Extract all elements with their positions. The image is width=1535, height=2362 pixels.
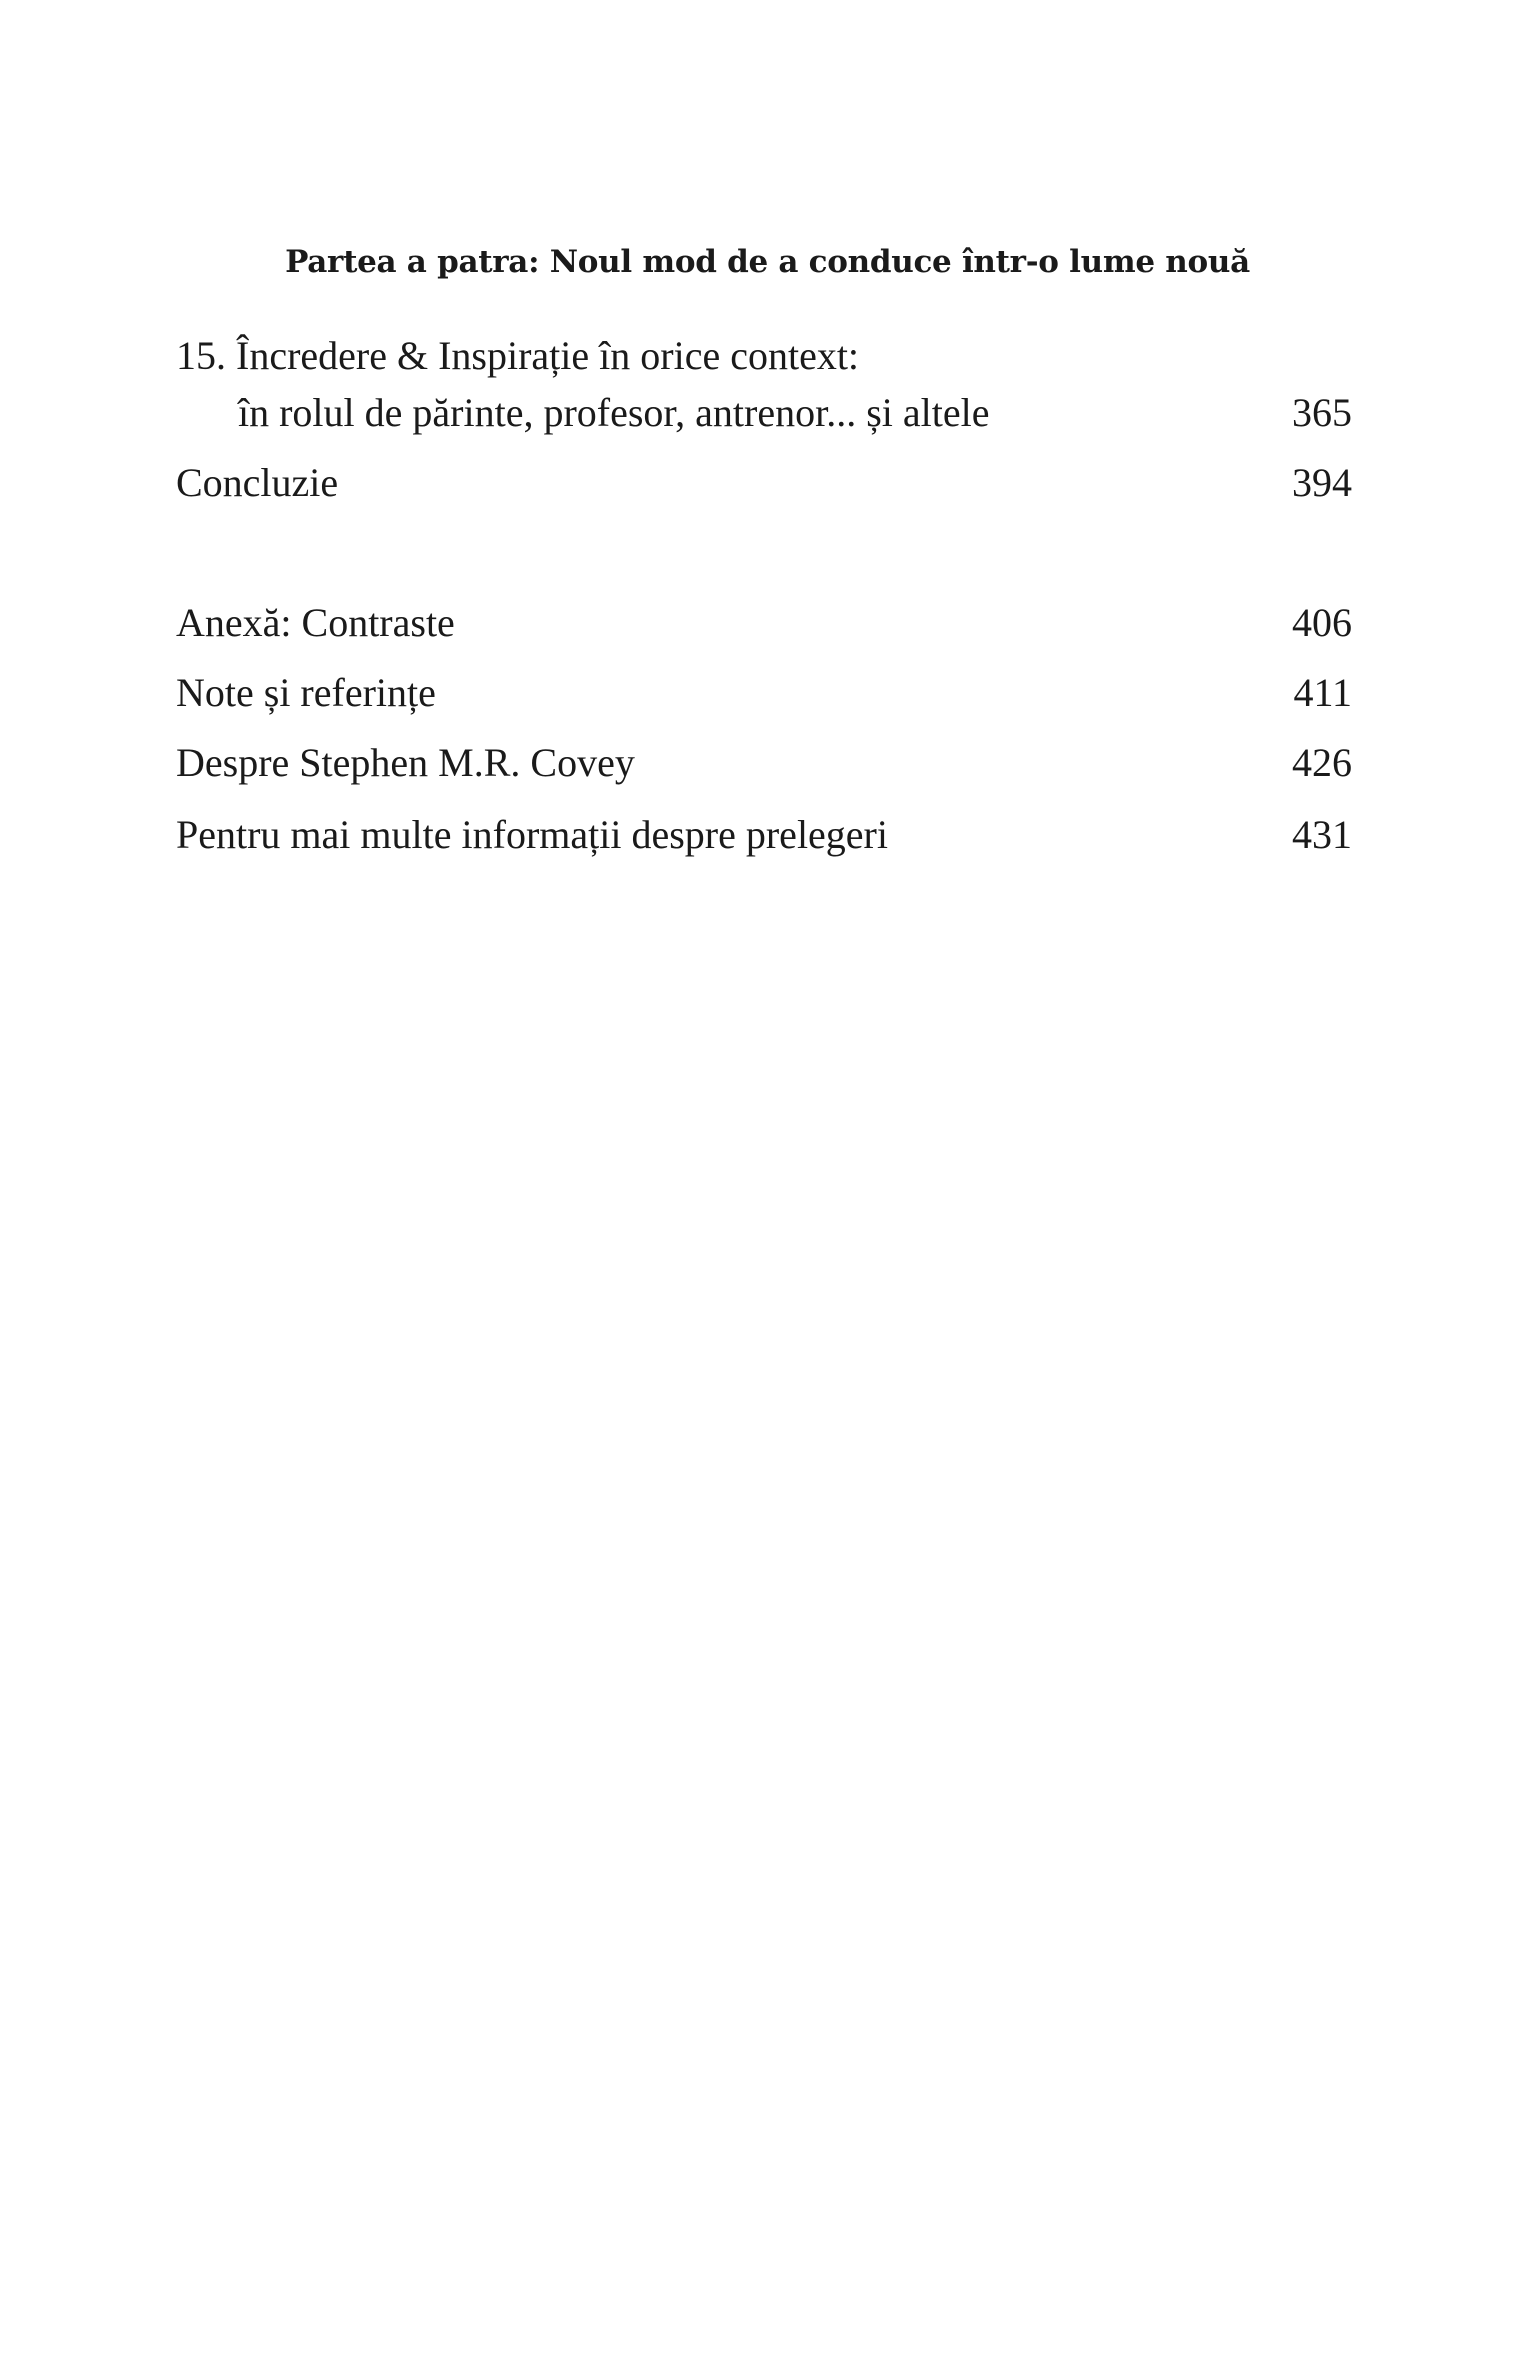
toc-entry-title: Pentru mai multe informații despre prelegeri xyxy=(176,812,888,857)
toc-entry-title: 15. Încredere & Inspirație în orice context: xyxy=(176,333,860,378)
toc-page-number: 411 xyxy=(1293,670,1352,715)
toc-entry-title: Anexă: Contraste xyxy=(176,600,455,645)
toc-entry-title: Concluzie xyxy=(176,460,339,505)
toc-page-number: 394 xyxy=(1292,460,1352,505)
toc-page-number: 426 xyxy=(1292,740,1352,785)
toc-page-number: 431 xyxy=(1292,812,1352,857)
part-heading: Partea a patra: Noul mod de a conduce într-o lume nouă xyxy=(285,244,1250,280)
toc-page-number: 406 xyxy=(1292,600,1352,645)
toc-entry-title: Note și referințe xyxy=(176,670,436,715)
toc-entry-title: Despre Stephen M.R. Covey xyxy=(176,740,635,785)
toc-entry-title-continuation: în rolul de părinte, profesor, antrenor... și altele xyxy=(238,390,990,435)
toc-page-number: 365 xyxy=(1292,390,1352,435)
